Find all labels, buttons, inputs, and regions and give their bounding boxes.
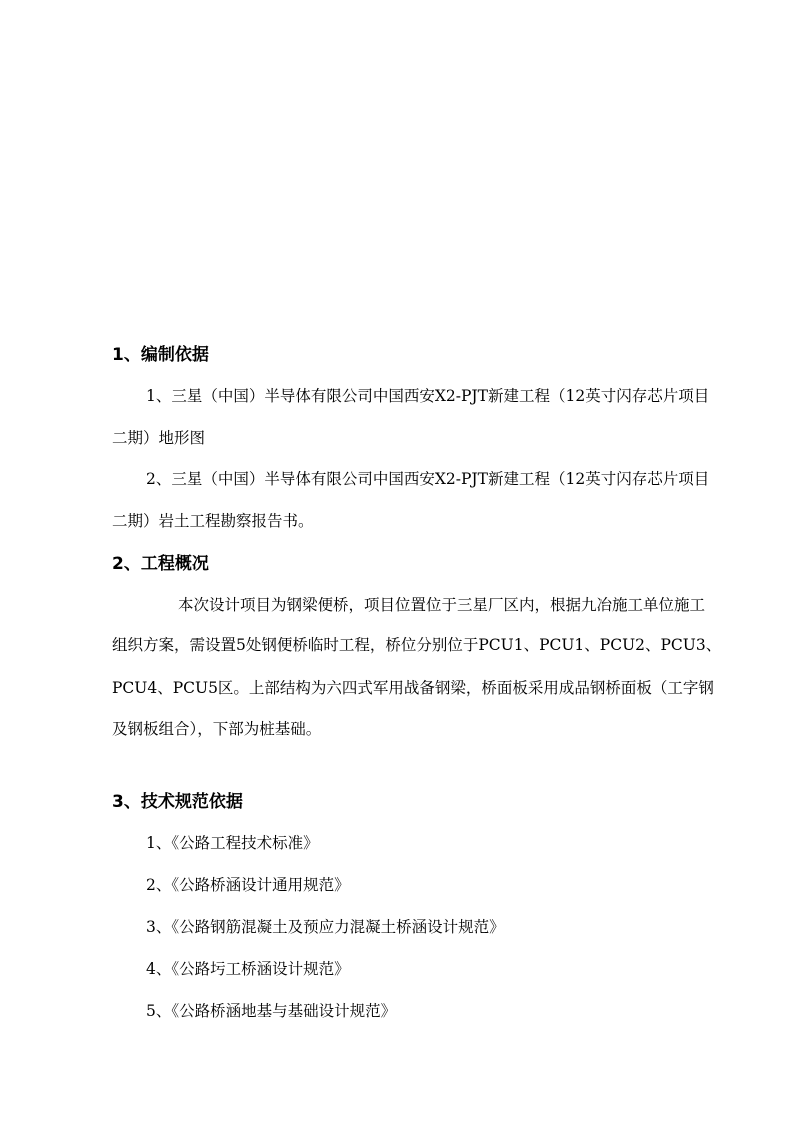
overview-line-4: 及钢板组合），下部为桩基础。 — [112, 720, 322, 738]
overview-line-2: 组织方案，需设置5处钢便桥临时工程，桥位分别位于PCU1、PCU1、PCU2、PCU3、 — [112, 636, 722, 654]
standard-item-3: 3、《公路钢筋混凝土及预应力混凝土桥涵设计规范》 — [146, 918, 505, 936]
basis-item-2-line-2: 二期）岩土工程勘察报告书。 — [112, 512, 314, 530]
section-heading-standards: 3、技术规范依据 — [112, 792, 243, 812]
standard-item-1: 1、《公路工程技术标准》 — [146, 834, 319, 852]
basis-item-2-line-1: 2、三星（中国）半导体有限公司中国西安X2-PJT新建工程（12英寸闪存芯片项目 — [146, 470, 710, 488]
basis-item-1-line-1: 1、三星（中国）半导体有限公司中国西安X2-PJT新建工程（12英寸闪存芯片项目 — [146, 387, 710, 405]
section-heading-basis: 1、编制依据 — [112, 345, 209, 365]
basis-item-1-line-2: 二期）地形图 — [112, 429, 206, 447]
overview-line-3: PCU4、PCU5区。上部结构为六四式军用战备钢梁，桥面板采用成品钢桥面板（工字钢 — [112, 679, 714, 697]
standard-item-4: 4、《公路圬工桥涵设计规范》 — [146, 960, 350, 978]
standard-item-5: 5、《公路桥涵地基与基础设计规范》 — [146, 1002, 397, 1020]
overview-line-1: 本次设计项目为钢梁便桥，项目位置位于三星厂区内，根据九冶施工单位施工 — [178, 596, 706, 614]
section-heading-overview: 2、工程概况 — [112, 554, 209, 574]
standard-item-2: 2、《公路桥涵设计通用规范》 — [146, 876, 350, 894]
